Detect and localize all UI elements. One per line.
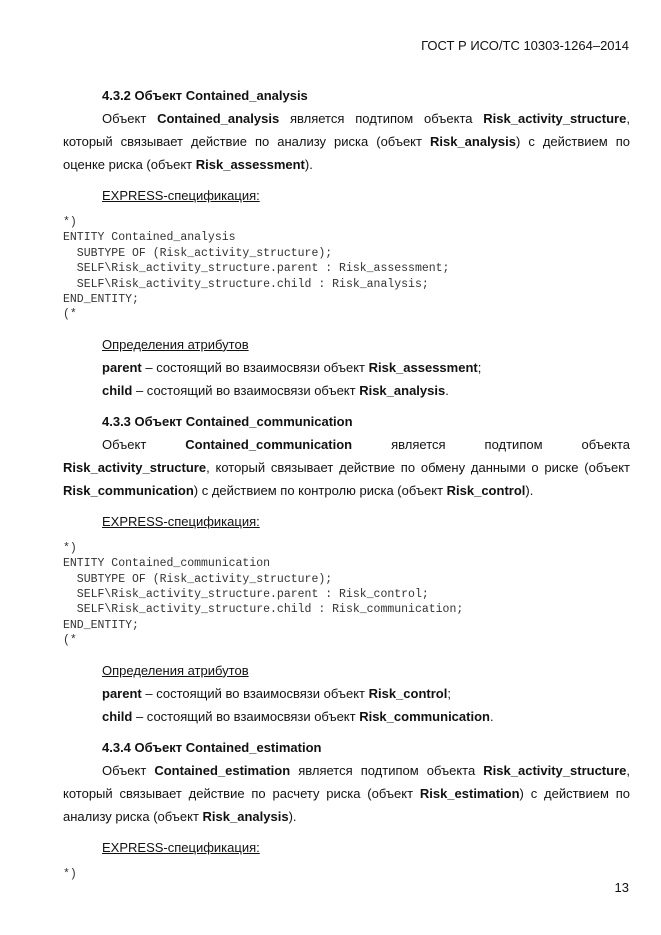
express-label: EXPRESS-спецификация: [102, 188, 260, 203]
section-paragraph: Объект Contained_estimation является подтипом объекта Risk_activity_structure, который связывает действие по расчету риска (объект Risk_estimation) с действием по анализу риска (объект Risk_analysis). [63, 762, 630, 824]
section-paragraph: Объект Contained_communication является подтипом объекта Risk_activity_structure, который связывает действие по обмену данными о риске (объект Risk_communication) с действием по контролю риска (объект Risk_control). [63, 436, 630, 498]
section-paragraph: Объект Contained_analysis является подтипом объекта Risk_activity_structure, который связывает действие по анализу риска (объект Risk_analysis) с действием по оценке риска (объект Risk_assessment). [63, 111, 630, 172]
section-heading: 4.3.2 Объект Contained_analysis [102, 88, 308, 103]
express-code-block: *) ENTITY Contained_communication SUBTYPE OF (Risk_activity_structure); SELF\Risk_activity_structure.parent : Risk_control; SELF\Risk_activity_structure.child : Risk_communication; END_ENTITY; (* [63, 541, 464, 648]
express-code-block: *) [63, 867, 77, 881]
attribute-definition: parent – состоящий во взаимосвязи объект Risk_assessment; [102, 359, 482, 375]
section-heading: 4.3.3 Объект Contained_communication [102, 413, 353, 429]
section-heading: 4.3.4 Объект Contained_estimation [102, 739, 322, 755]
attribute-definitions-label: Определения атрибутов [102, 336, 249, 352]
express-label: EXPRESS-спецификация: [102, 839, 260, 855]
attribute-definitions-label: Определения атрибутов [102, 662, 249, 678]
attribute-definition: child – состоящий во взаимосвязи объект Risk_analysis. [102, 382, 449, 398]
document-body [63, 84, 630, 892]
page-header: ГОСТ Р ИСО/ТС 10303-1264–2014 [421, 38, 629, 53]
express-label: EXPRESS-спецификация: [102, 513, 260, 529]
attribute-definition: parent – состоящий во взаимосвязи объект Risk_control; [102, 685, 451, 701]
attribute-definition: child – состоящий во взаимосвязи объект Risk_communication. [102, 708, 494, 724]
page-number: 13 [614, 880, 629, 895]
express-code-block: *) ENTITY Contained_analysis SUBTYPE OF (Risk_activity_structure); SELF\Risk_activity_structure.parent : Risk_assessment; SELF\Risk_activity_structure.child : Risk_analysis; END_ENTITY; (* [63, 216, 450, 322]
